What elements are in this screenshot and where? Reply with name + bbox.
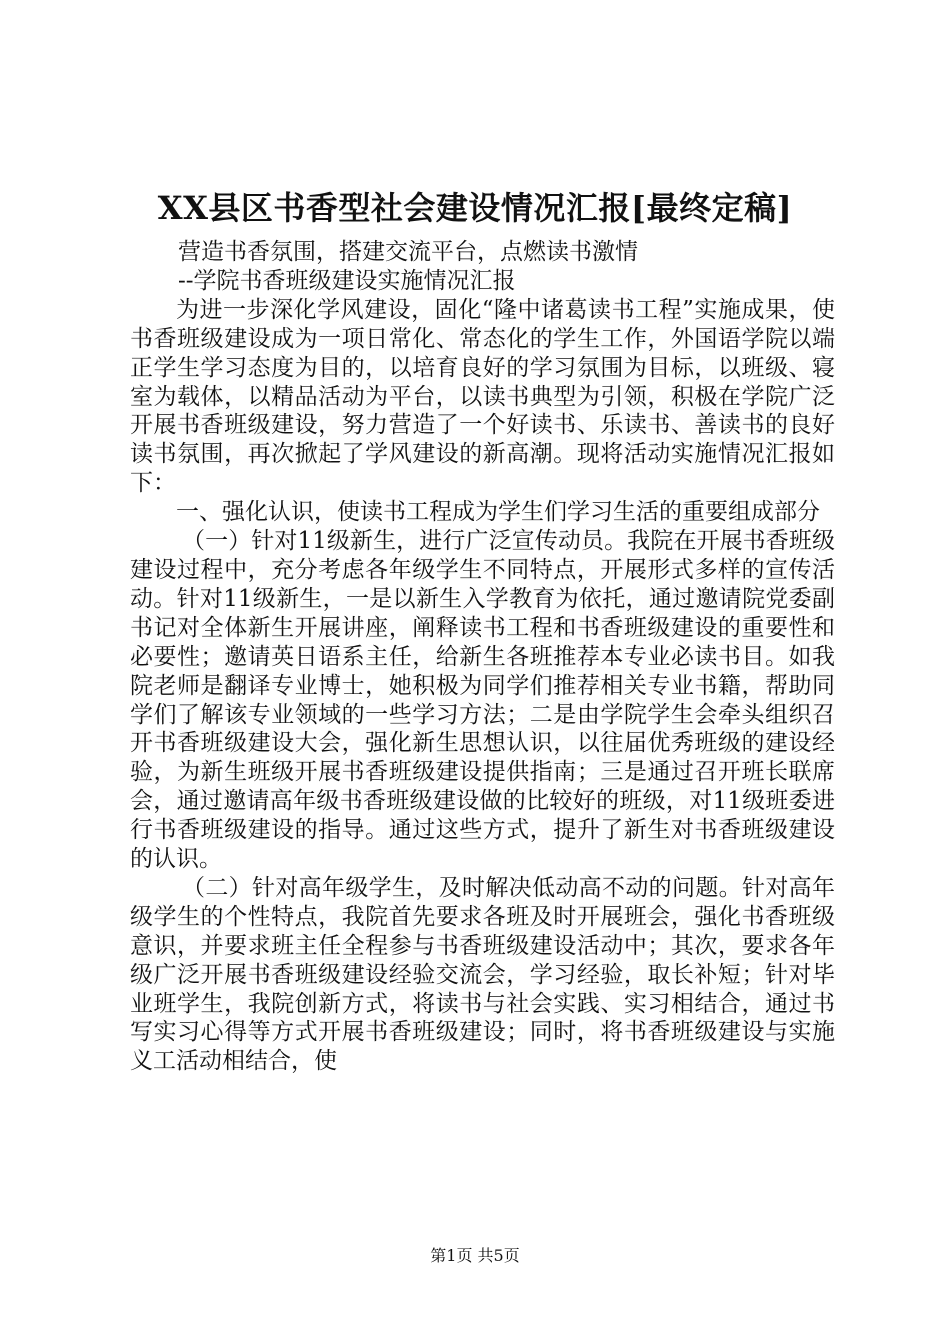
subtitle-line-2: --学院书香班级建设实施情况汇报 xyxy=(178,267,516,294)
paragraph-section-1-2: （二）针对高年级学生，及时解决低动高不动的问题。针对高年级学生的个性特点，我院首先要求各班及时开展班会，强化书香班级意识，并要求班主任全程参与书香班级建设活动中；其次，要求各年级广泛开展书香班级建设经验交流会，学习经验，取长补短；针对毕业班学生，我院创新方式，将读书与社会实践、实习相结合，通过书写实习心得等方式开展书香班级建设；同时，将书香班级建设与实施义工活动相结合，使 xyxy=(130,874,835,1075)
paragraph-section-1-1: （一）针对11级新生，进行广泛宣传动员。我院在开展书香班级建设过程中，充分考虑各年级学生不同特点，开展形式多样的宣传活动。针对11级新生，一是以新生入学教育为依托，通过邀请院党委副书记对全体新生开展讲座，阐释读书工程和书香班级建设的重要性和必要性；邀请英日语系主任，给新生各班推荐本专业必读书目。如我院老师是翻译专业博士，她积极为同学们推荐相关专业书籍，帮助同学们了解该专业领域的一些学习方法；二是由学院学生会牵头组织召开书香班级建设大会，强化新生思想认识，以往届优秀班级的建设经验，为新生班级开展书香班级建设提供指南；三是通过召开班长联席会，通过邀请高年级书香班级建设做的比较好的班级，对11级班委进行书香班级建设的指导。通过这些方式，提升了新生对书香班级建设的认识。 xyxy=(130,528,835,873)
paragraph-intro: 为进一步深化学风建设，固化“隆中诸葛读书工程”实施成果，使书香班级建设成为一项日常化、常态化的学生工作，外国语学院以端正学生学习态度为目的，以培育良好的学习氛围为目标，以班级、寝室为载体，以精品活动为平台，以读书典型为引领，积极在学院广泛开展书香班级建设，努力营造了一个好读书、乐读书、善读书的良好读书氛围，再次掀起了学风建设的新高潮。现将活动实施情况汇报如下： xyxy=(130,296,835,497)
document-title: XX县区书香型社会建设情况汇报[最终定稿] xyxy=(157,189,793,227)
document-body xyxy=(130,238,835,1076)
page-footer: 第1页 共5页 xyxy=(430,1246,520,1265)
subtitle-line-1: 营造书香氛围，搭建交流平台，点燃读书激情 xyxy=(178,239,638,265)
section-heading-1: 一、强化认识，使读书工程成为学生们学习生活的重要组成部分 xyxy=(176,499,820,526)
